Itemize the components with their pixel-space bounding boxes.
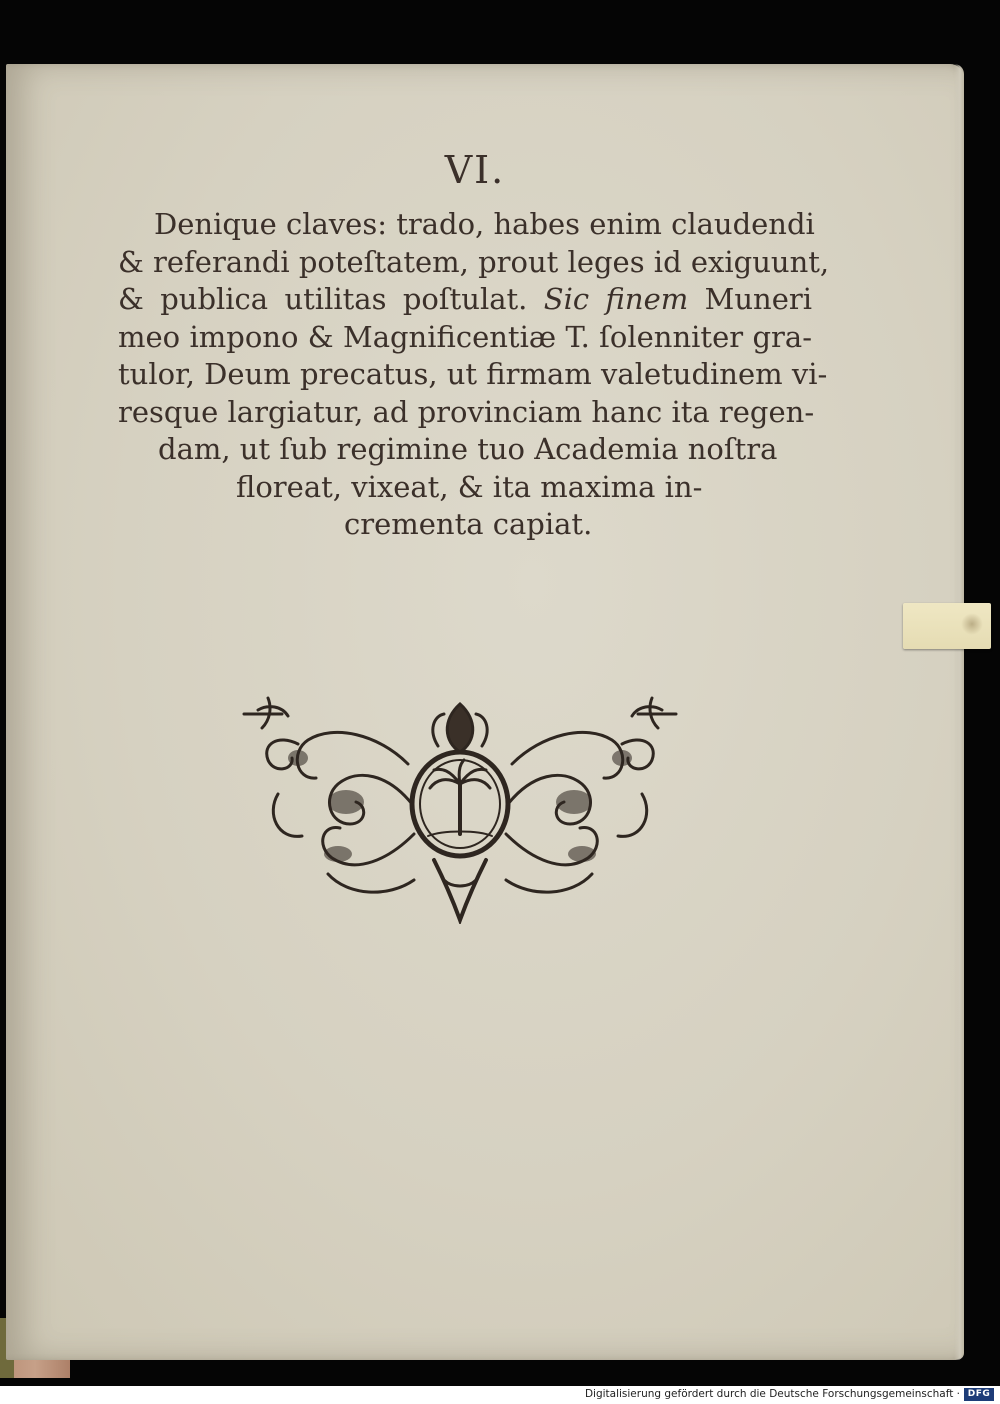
page-text	[118, 148, 830, 544]
page-heading: VI.	[444, 148, 506, 192]
text-line-3-start: & publica utilitas poſtulat.	[118, 282, 528, 316]
text-line-8: floreat, vixeat, & ita maxima in-	[236, 469, 703, 504]
text-line-1: Denique claves: trado, habes enim claudendi	[154, 207, 815, 241]
text-line-6: resque largiatur, ad provinciam hanc ita regen-	[118, 394, 815, 429]
text-line-2: & referandi poteſtatem, prout leges id exiguunt,	[118, 244, 830, 279]
text-line-3-end: Muneri	[704, 282, 812, 316]
text-line-3-italic: Sic finem	[543, 282, 689, 316]
paper-bookmark-tab	[903, 603, 991, 649]
text-line-5: tulor, Deum precatus, ut firmam valetudinem vi-	[118, 357, 828, 391]
text-line-4: meo impono & Magnificentiæ T. ſolenniter gra-	[118, 319, 812, 354]
text-line-3	[118, 281, 812, 319]
text-line-9: crementa capiat.	[344, 507, 593, 541]
floral-vignette-icon	[238, 684, 682, 924]
dfg-logo-icon: DFG	[964, 1388, 994, 1401]
footer-bar	[0, 1386, 1000, 1404]
text-line-7: dam, ut ſub regimine tuo Academia noſtra	[158, 432, 778, 466]
funding-notice: Digitalisierung gefördert durch die Deutsche Forschungsgemeinschaft ·	[584, 1388, 960, 1400]
